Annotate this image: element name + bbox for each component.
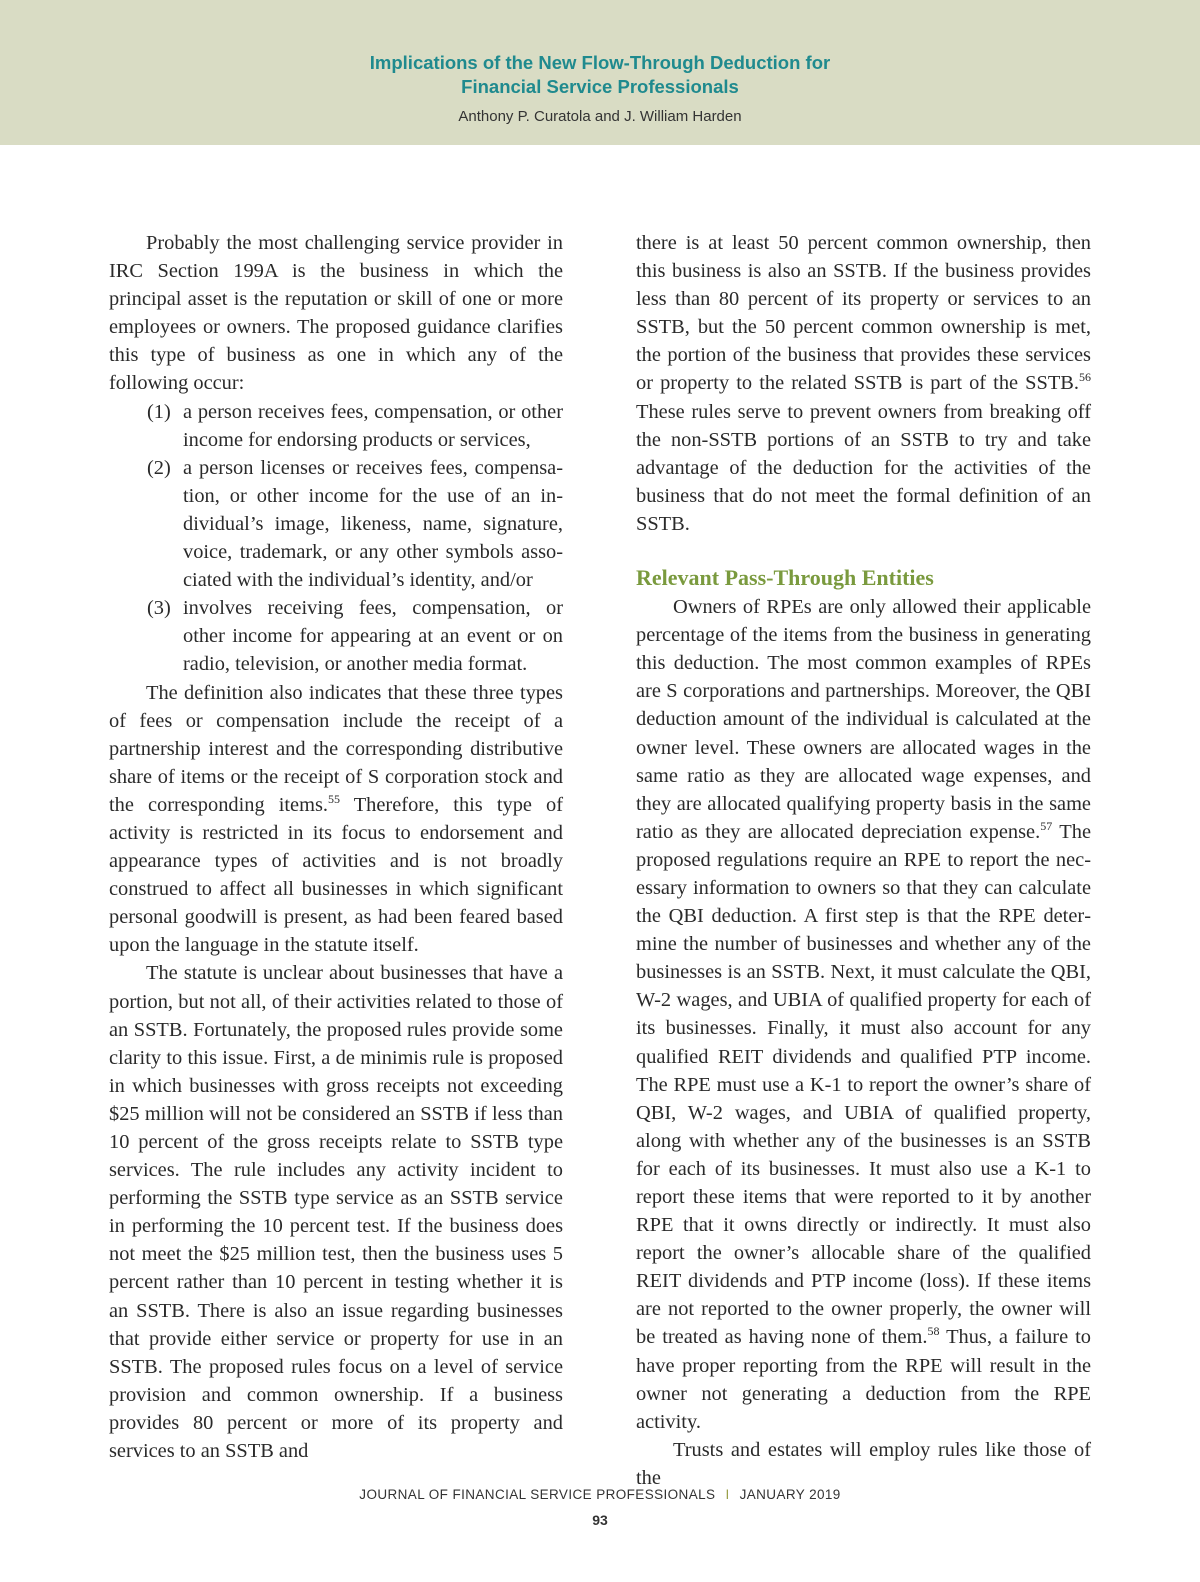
list-item	[109, 454, 563, 594]
paragraph: Trusts and estates will employ rules like those of the	[636, 1438, 1091, 1489]
footnote-ref-56: 56	[1079, 370, 1091, 385]
paragraph-text: there is at least 50 percent common ownership, then this business is also an SSTB. If the business provides less than 80 percent of its property or services to an SSTB, but the 50 percent common ownership is met, the portion of the business that provides these services or property to the related SSTB is part of the SSTB.	[636, 232, 1091, 395]
paragraph: Probably the most challenging service provider in IRC Section 199A is the business in which the principal asset is the reputation or skill of one or more employees or owners. The proposed guidance clarifies this type of business as one in which any of the following occur:	[109, 232, 563, 395]
paragraph-text: Owners of RPEs are only allowed their applicable percentage of the items from the business in generating this deduction. The most common examples of RPEs are S corporations and partnerships. Moreover, the QBI deduction amount of the individual is calculated at the owner level. These owners are allocated wages in the same ratio as they are allocated wage expenses, and they are allocated qualifying property basis in the same ratio as they are allocated depreciation expense.	[636, 596, 1091, 843]
paragraph	[109, 679, 563, 960]
paragraph-text: Therefore, this type of activity is restricted in its focus to endorsement and appearance types of activities and is not broadly construed to affect all businesses in which significant personal goodwill is present, as had been feared based upon the language in the statute itself.	[109, 793, 564, 957]
paragraph	[636, 593, 1091, 1436]
article-title	[0, 51, 1200, 99]
paragraph-text: These rules serve to prevent owners from breaking off the non-SSTB portions of an SSTB to try and take advantage of the deduction for the activities of the business that do not meet the formal definition of an SSTB.	[636, 400, 1091, 535]
paragraph-text: The proposed regulations require an RPE to report the necessary information to owners so that they can calculate the QBI deduction. A first step is that the RPE determine the number of businesses and whether any of the businesses is an SSTB. Next, it must calculate the QBI, W-2 wages, and UBIA of qualified property for each of its businesses. Finally, it must also account for any qualified REIT dividends and qualified PTP income. The RPE must use a K-1 to report the owner’s share of QBI, W-2 wages, and UBIA of qualified property, along with whether any of the businesses is an SSTB for each of its businesses. It must also use a K-1 to report these items that were reported to it by another RPE that it owns directly or indirectly. It must also report the owner’s allocable share of the qualified REIT dividends and PTP income (loss). If these items are not reported to the owner properly, the owner will be treated as having none of them.	[636, 820, 1092, 1349]
section-heading: Relevant Pass-Through Entities	[636, 565, 934, 591]
list-item-text: a person licenses or receives fees, compensation, or other income for the use of an individual’s image, likeness, name, signature, voice, trademark, or any other symbols associated with the individual’s identity, and/or	[183, 456, 563, 592]
footnote-ref-57: 57	[1040, 818, 1053, 833]
paragraph	[636, 229, 1091, 538]
right-column	[636, 229, 1091, 1492]
footer-separator: I	[725, 1487, 730, 1502]
page-number: 93	[592, 1512, 608, 1528]
footnote-ref-58: 58	[927, 1324, 940, 1339]
issue-date: JANUARY 2019	[739, 1487, 841, 1502]
list-item-number: (2)	[147, 456, 171, 479]
list-item-number: (3)	[147, 597, 171, 620]
list-item-text: a person receives fees, compensation, or other income for endorsing products or services,	[183, 400, 563, 451]
journal-name: JOURNAL OF FINANCIAL SERVICE PROFESSIONALS	[359, 1487, 716, 1502]
paragraph-text: The definition also indicates that these three types of fees or compensation include the receipt of a partnership interest and the corresponding distributive share of items or the receipt of S corporation stock and the corresponding items.	[109, 681, 563, 816]
footnote-ref-55: 55	[328, 791, 341, 806]
article-title-line-2: Financial Service Professionals	[461, 76, 739, 97]
list-item-text: involves receiving fees, compensation, or other income for appearing at an event or on radio, television, or another media format.	[183, 597, 563, 676]
paragraph-text: Thus, a failure to have proper reporting from the RPE will result in the owner not generating a deduction from the RPE activity.	[636, 1326, 1091, 1433]
paragraph: The statute is unclear about businesses that have a portion, but not all, of their activities related to those of an SSTB. Fortunately, the proposed rules provide some clarity to this issue. First, a de minimis rule is proposed in which businesses with gross receipts not exceeding $25 million will not be considered an SSTB if less than 10 percent of the gross receipts relate to SSTB type services. The rule includes any activity incident to performing the SSTB type service as an SSTB service in performing the 10 percent test. If the business does not meet the $25 million test, then the business uses 5 percent rather than 10 percent in testing whether it is an SSTB. There is also an issue regarding businesses that provide either service or property for use in an SSTB. The proposed rules focus on a level of service provision and common ownership. If a business provides 80 percent or more of its property and services to an SSTB and	[109, 962, 563, 1463]
list-item	[109, 594, 563, 678]
article-authors: Anthony P. Curatola and J. William Harden	[458, 108, 742, 125]
running-footer	[0, 1487, 1200, 1502]
left-column	[109, 229, 563, 1465]
list-item	[109, 398, 563, 454]
list-item-number: (1)	[147, 400, 171, 423]
article-title-line-1: Implications of the New Flow-Through Deduction for	[369, 52, 831, 73]
running-header	[0, 0, 1200, 145]
